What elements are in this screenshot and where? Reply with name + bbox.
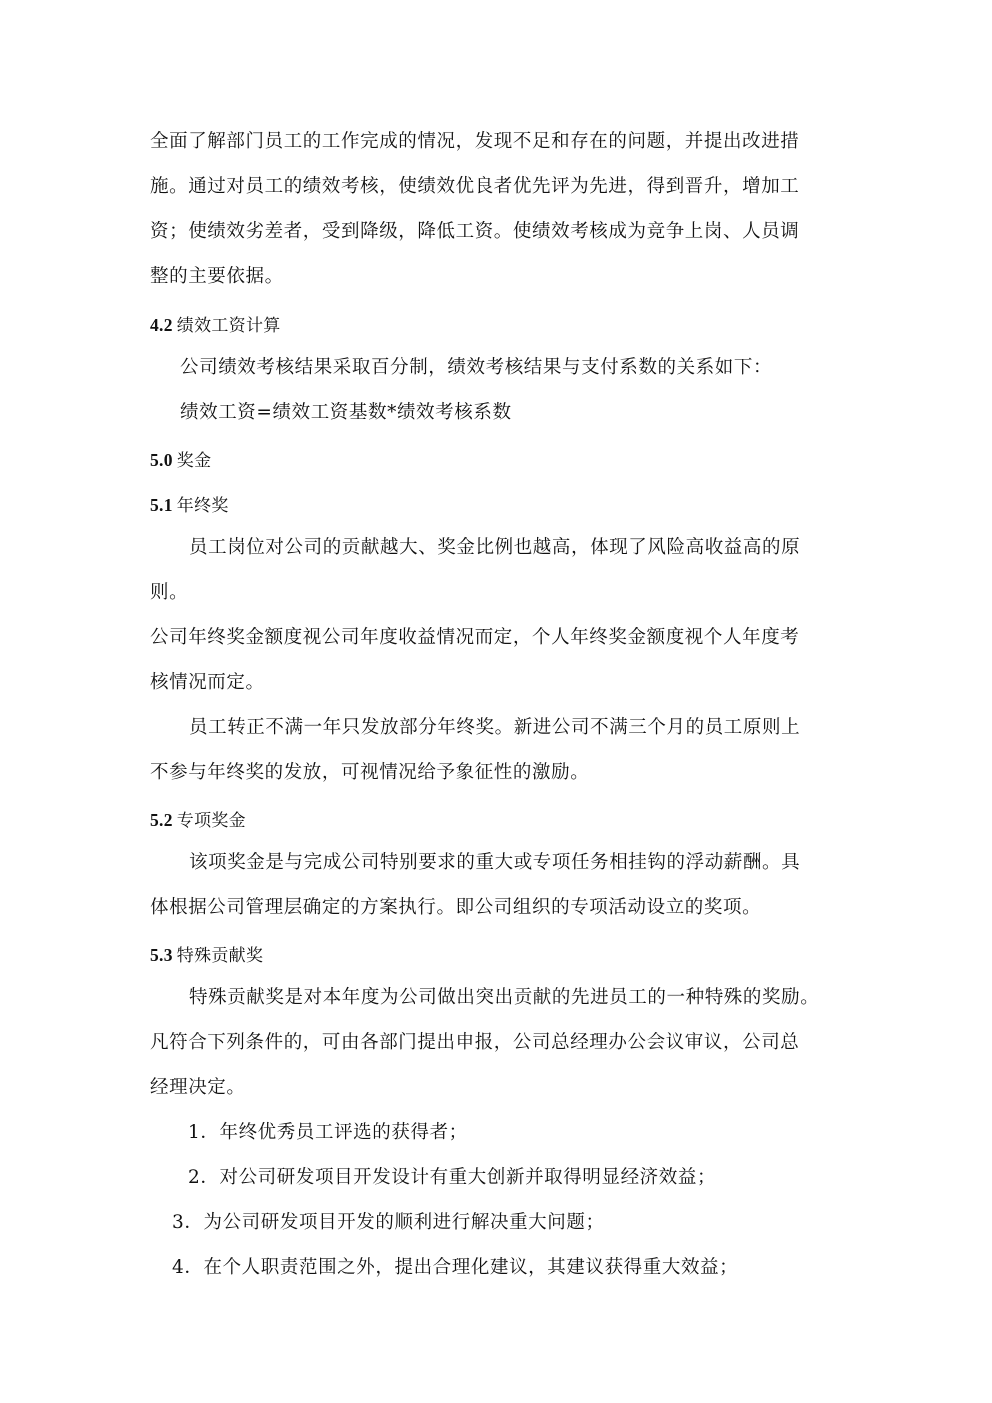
list-item: 4．在个人职责范围之外，提出合理化建议，其建议获得重大效益； xyxy=(172,1257,739,1278)
paragraph-line: 全面了解部门员工的工作完成的情况，发现不足和存在的问题，并提出改进措 xyxy=(150,131,800,152)
list-item: 2．对公司研发项目开发设计有重大创新并取得明显经济效益； xyxy=(188,1167,717,1188)
section-heading-5-1 xyxy=(150,492,229,519)
section-number: 5.0 xyxy=(150,450,173,470)
paragraph-line: 整的主要依据。 xyxy=(150,266,284,287)
section-number: 5.2 xyxy=(150,810,173,830)
paragraph-line: 经理决定。 xyxy=(150,1077,246,1098)
section-title: 奖金 xyxy=(176,451,212,471)
paragraph-line: 特殊贡献奖是对本年度为公司做出突出贡献的先进员工的一种特殊的奖励。 xyxy=(189,987,820,1008)
formula-line: 绩效工资=绩效工资基数*绩效考核系数 xyxy=(180,402,512,423)
paragraph-line: 公司绩效考核结果采取百分制，绩效考核结果与支付系数的关系如下： xyxy=(180,357,773,378)
section-number: 5.1 xyxy=(150,495,173,515)
paragraph-line: 则。 xyxy=(150,582,189,603)
section-heading-5-2 xyxy=(150,807,246,834)
paragraph-line: 员工转正不满一年只发放部分年终奖。新进公司不满三个月的员工原则上 xyxy=(189,717,801,738)
section-number: 4.2 xyxy=(150,315,173,335)
paragraph-line: 施。通过对员工的绩效考核，使绩效优良者优先评为先进，得到晋升，增加工 xyxy=(150,176,800,197)
paragraph-line: 公司年终奖金额度视公司年度收益情况而定，个人年终奖金额度视个人年度考 xyxy=(150,627,800,648)
section-title: 专项奖金 xyxy=(176,811,246,831)
list-item: 1．年终优秀员工评选的获得者； xyxy=(188,1122,468,1143)
paragraph-line: 体根据公司管理层确定的方案执行。即公司组织的专项活动设立的奖项。 xyxy=(150,897,762,918)
paragraph-line: 资；使绩效劣差者，受到降级，降低工资。使绩效考核成为竞争上岗、人员调 xyxy=(150,221,800,242)
list-item: 3．为公司研发项目开发的顺利进行解决重大问题； xyxy=(172,1212,605,1233)
section-heading-4-2 xyxy=(150,312,281,339)
section-title: 年终奖 xyxy=(176,496,229,516)
paragraph-line: 该项奖金是与完成公司特别要求的重大或专项任务相挂钩的浮动薪酬。具 xyxy=(189,852,801,873)
section-title: 绩效工资计算 xyxy=(176,316,281,336)
paragraph-line: 凡符合下列条件的，可由各部门提出申报，公司总经理办公会议审议，公司总 xyxy=(150,1032,800,1053)
paragraph-line: 核情况而定。 xyxy=(150,672,265,693)
section-heading-5-3 xyxy=(150,942,263,969)
section-heading-5-0 xyxy=(150,447,211,474)
paragraph-line: 员工岗位对公司的贡献越大、奖金比例也越高，体现了风险高收益高的原 xyxy=(189,537,801,558)
section-number: 5.3 xyxy=(150,945,173,965)
paragraph-line: 不参与年终奖的发放，可视情况给予象征性的激励。 xyxy=(150,762,590,783)
section-title: 特殊贡献奖 xyxy=(176,946,264,966)
